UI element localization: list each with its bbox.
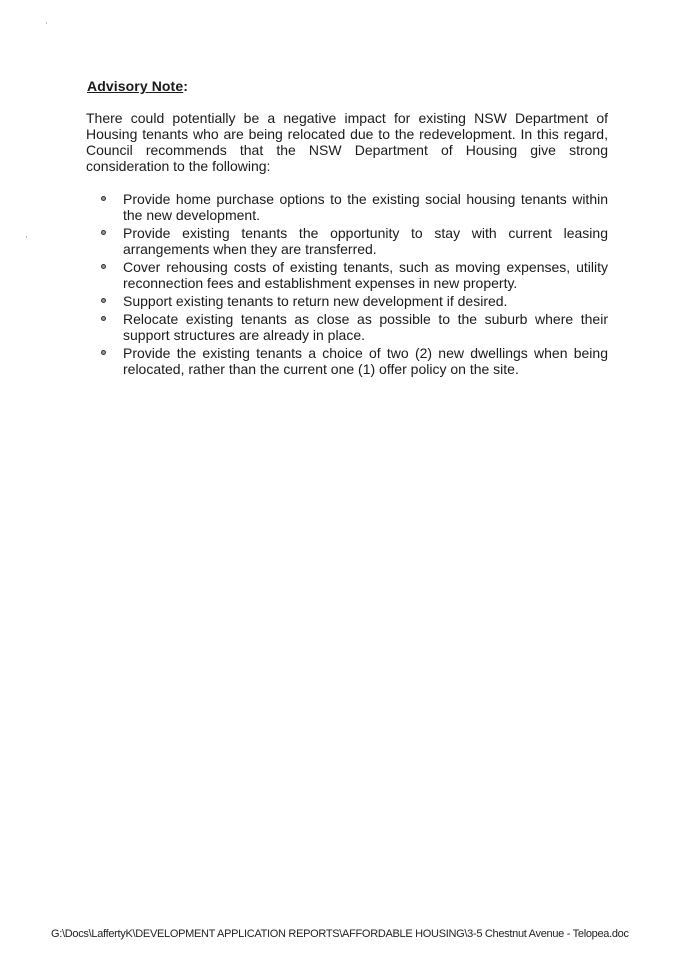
recommendation-list	[98, 191, 608, 379]
advisory-heading-colon: :	[183, 78, 188, 94]
intro-paragraph: There could potentially be a negative impact for existing NSW Department of Housing tenants who are being relocated due to the redevelopment. In this regard, Council recommends that the NSW Department of Housing give strong consideration to the following:	[86, 110, 608, 174]
list-item	[98, 293, 608, 309]
bullet-icon	[101, 230, 106, 235]
list-item-text: Provide the existing tenants a choice of two (2) new dwellings when being relocated, rather than the current one (1) offer policy on the site.	[123, 345, 608, 377]
scan-speck	[26, 236, 27, 238]
list-item-text: Support existing tenants to return new development if desired.	[123, 293, 508, 309]
list-item	[98, 259, 608, 291]
list-item-text: Cover rehousing costs of existing tenants, such as moving expenses, utility reconnection fees and establishment expenses in new property.	[123, 259, 608, 291]
advisory-heading-text: Advisory Note	[87, 78, 184, 94]
list-item	[98, 311, 608, 343]
list-item-text: Provide existing tenants the opportunity to stay with current leasing arrangements when they are transferred.	[123, 225, 608, 257]
bullet-icon	[101, 264, 106, 269]
list-item	[98, 345, 608, 377]
bullet-icon	[101, 316, 106, 321]
advisory-heading	[87, 78, 188, 94]
footer-file-path: G:\Docs\LaffertyK\DEVELOPMENT APPLICATION REPORTS\AFFORDABLE HOUSING\3-5 Chestnut Avenue - Telopea.doc	[51, 928, 629, 940]
scan-speck	[46, 22, 47, 24]
list-item	[98, 191, 608, 223]
bullet-icon	[101, 350, 106, 355]
list-item-text: Relocate existing tenants as close as possible to the suburb where their support structures are already in place.	[123, 311, 608, 343]
bullet-icon	[101, 196, 106, 201]
bullet-icon	[101, 298, 106, 303]
list-item-text: Provide home purchase options to the existing social housing tenants within the new development.	[123, 191, 608, 223]
list-item	[98, 225, 608, 257]
